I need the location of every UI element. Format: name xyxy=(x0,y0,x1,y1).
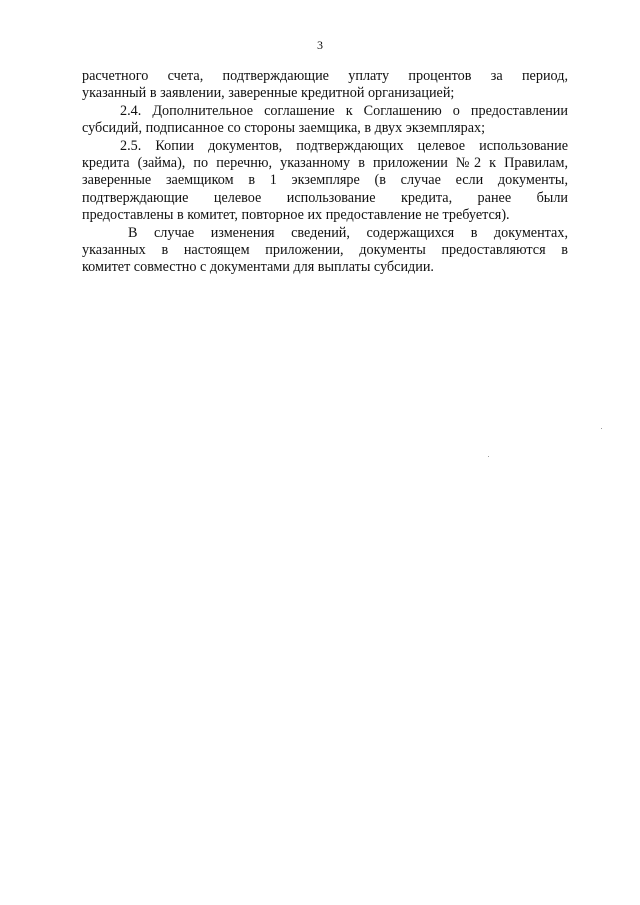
text-line: комитет совместно с документами для выплаты субсидии. xyxy=(82,259,434,276)
page-number: 3 xyxy=(317,38,323,52)
paragraph-continuation xyxy=(82,68,568,103)
text-line: указанный в заявлении, заверенные кредитной организацией; xyxy=(82,85,455,102)
text-line: предоставлены в комитет, повторное их предоставление не требуется). xyxy=(82,207,510,224)
text-line: расчетного счета, подтверждающие уплату процентов за период, xyxy=(82,68,568,84)
scan-speck xyxy=(601,428,602,429)
document-body xyxy=(82,68,568,277)
text-line: В случае изменения сведений, содержащихся в документах, xyxy=(128,224,568,241)
text-line: заверенные заемщиком в 1 экземпляре (в случае если документы, xyxy=(82,172,568,189)
paragraph-2-4 xyxy=(82,103,568,138)
text-line: подтверждающие целевое использование кредита, ранее были xyxy=(82,189,568,206)
text-line: указанных в настоящем приложении, документы предоставляются в xyxy=(82,242,568,259)
text-line: субсидий, подписанное со стороны заемщика, в двух экземплярах; xyxy=(82,120,486,137)
text-line: 2.4. Дополнительное соглашение к Соглашению о предоставлении xyxy=(120,102,568,119)
paragraph-2-5 xyxy=(82,138,568,225)
text-line: 2.5. Копии документов, подтверждающих целевое использование xyxy=(120,137,568,154)
scan-speck xyxy=(488,456,489,457)
text-line: кредита (займа), по перечню, указанному в приложении №2 к Правилам, xyxy=(82,155,568,172)
paragraph-changes xyxy=(82,225,568,277)
